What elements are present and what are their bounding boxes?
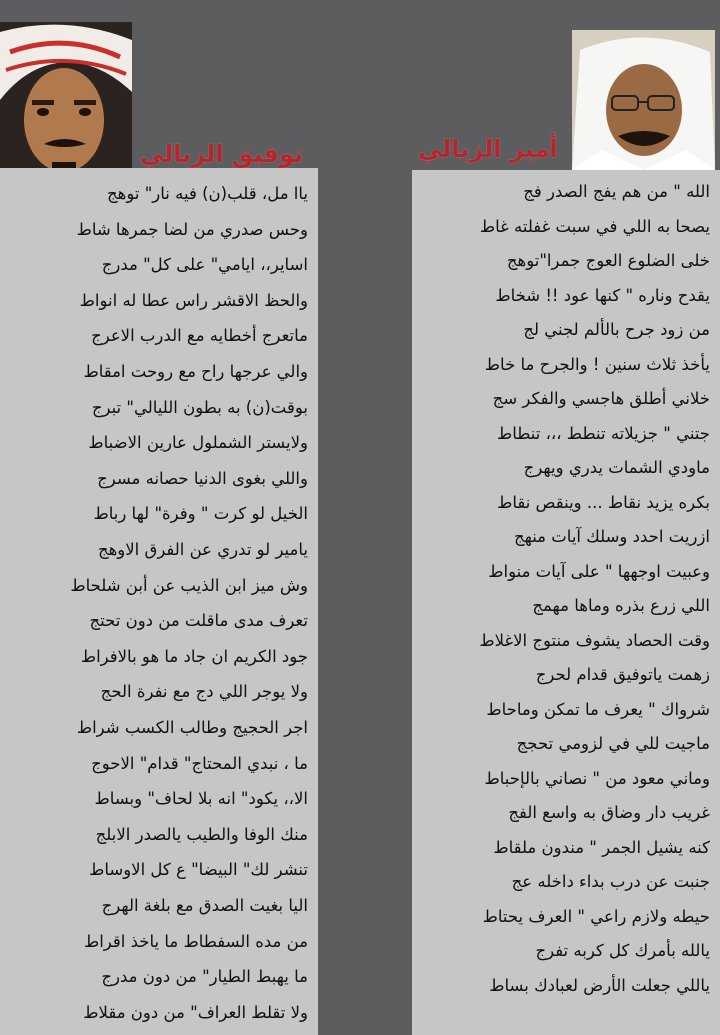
poem-line: واللي بغوى الدنيا حصانه مسرج xyxy=(97,468,308,488)
poem-line: تعرف مدى ماقلت من دون تحتج xyxy=(89,611,308,631)
poem-line: وعبيت اوجهها " على آيات منواط xyxy=(488,561,710,581)
poem-line: جتني " جزيلاته تنطط ،،، تنطاط xyxy=(496,423,710,443)
poem-line: غريب دار وضاق به واسع الفج xyxy=(508,803,710,822)
poet-photo-right xyxy=(572,30,715,170)
poem-line: الخيل لو كرت " وفرة" لها رباط xyxy=(93,504,308,524)
poet-name-left: توفيق الزبالي xyxy=(140,140,304,168)
poem-lines-right xyxy=(412,170,720,1035)
poem-line: ما ، نبدي المحتاج" قدام" الاحوج xyxy=(91,753,308,773)
poem-line: الله " من هم يفج الصدر فج xyxy=(523,182,710,201)
poem-line: شرواك " يعرف ما تمكن وماحاط xyxy=(486,699,710,719)
poem-line: يقدح وناره " كنها عود !! شخاط xyxy=(495,285,710,305)
poem-line: ولايستر الشملول عارين الاضباط xyxy=(88,433,308,453)
poem-line: جنبت عن درب بداء داخله عج xyxy=(511,872,710,891)
poem-line: زهمت ياتوفيق قدام لحرج xyxy=(535,665,710,684)
poem-line: من زود جرح بالألم لجني لج xyxy=(523,320,710,339)
poem-line: حيطه ولازم راعي " العرف يحتاط xyxy=(482,906,710,926)
poem-line: وش ميز ابن الذيب عن أبن شلحاط xyxy=(70,575,308,595)
poem-line: يامير لو تدري عن الفرق الاوهج xyxy=(97,540,308,559)
poem-line: ياا مل، قلب(ن) فيه نار" توهج xyxy=(107,184,308,203)
portrait-image xyxy=(572,30,715,170)
poem-line: ولا يوجر اللي دج مع نفرة الحج xyxy=(100,682,308,702)
poem-line: ما يهبط الطيار" من دون مدرج xyxy=(101,967,308,987)
poem-line: اللي زرع بذره وماها مهمج xyxy=(532,596,710,615)
poem-line: اساير،، ايامي" على كل" مدرج xyxy=(101,255,308,275)
poem-line: اجر الحجيج وطالب الكسب شراط xyxy=(76,718,308,737)
poem-line: وحس صدري من لضا جمرها شاط xyxy=(76,219,308,239)
poem-line: من مده السفطاط ما ياخذ اقراط xyxy=(83,931,308,951)
poem-line: منك الوفا والطيب يالصدر الابلج xyxy=(95,824,308,844)
poem-line: ازريت احدد وسلك آيات منهج xyxy=(513,527,710,546)
poem-line: وقت الحصاد يشوف منتوج الاغلاط xyxy=(479,630,710,650)
poem-line: خلى الضلوع العوج جمرا"توهج xyxy=(506,251,710,270)
poem-line: الا،، يكود" انه بلا لحاف" وبساط xyxy=(94,789,308,809)
poet-photo-left xyxy=(0,22,132,172)
poem-panel-left xyxy=(0,168,318,1035)
poem-line: والحظ الاقشر راس عطا له انواط xyxy=(79,290,308,310)
poem-line: ولا تقلط العراف" من دون مقلاط xyxy=(83,1002,308,1022)
poem-lines-left xyxy=(0,168,318,1035)
poem-line: ماتعرج أخطايه مع الدرب الاعرج xyxy=(91,326,308,346)
portrait-image xyxy=(0,22,132,172)
poem-line: والي عرجها راح مع روحت امقاط xyxy=(83,362,308,381)
poem-line: ياللي جعلت الأرض لعبادك بساط xyxy=(489,975,710,995)
poem-line: ماجيت للي في لزومي تحجج xyxy=(516,734,710,753)
poem-line: يأخذ ثلاث سنين ! والجرح ما خاط xyxy=(484,354,710,374)
poem-line: خلاني أطلق هاجسي والفكر سج xyxy=(492,389,710,408)
poem-line: بكره يزيد نقاط ... وينقص نقاط xyxy=(497,492,710,512)
poem-line: تنشر لك" البيضا" ع كل الاوساط xyxy=(89,860,308,880)
poem-line: اليا بغيت الصدق مع بلغة الهرج xyxy=(101,896,308,915)
poem-line: يالله بأمرك كل كربه تفرج xyxy=(535,941,710,960)
poem-line: ماودي الشمات يدري ويهرج xyxy=(523,458,710,477)
poem-line: كنه يشيل الجمر " مندون ملقاط xyxy=(493,837,710,857)
poem-panel-right xyxy=(412,170,720,1035)
poem-line: وماني معود من " نصاني بالإحباط xyxy=(484,768,710,788)
poem-line: يصحا به اللي في سبت غفلته غاط xyxy=(479,216,710,236)
poem-line: جود الكريم ان جاد ما هو بالافراط xyxy=(80,646,308,666)
poem-line: بوقت(ن) به بطون الليالي" تبرج xyxy=(91,397,308,417)
poet-name-right: أمير الزبالي xyxy=(418,135,558,163)
